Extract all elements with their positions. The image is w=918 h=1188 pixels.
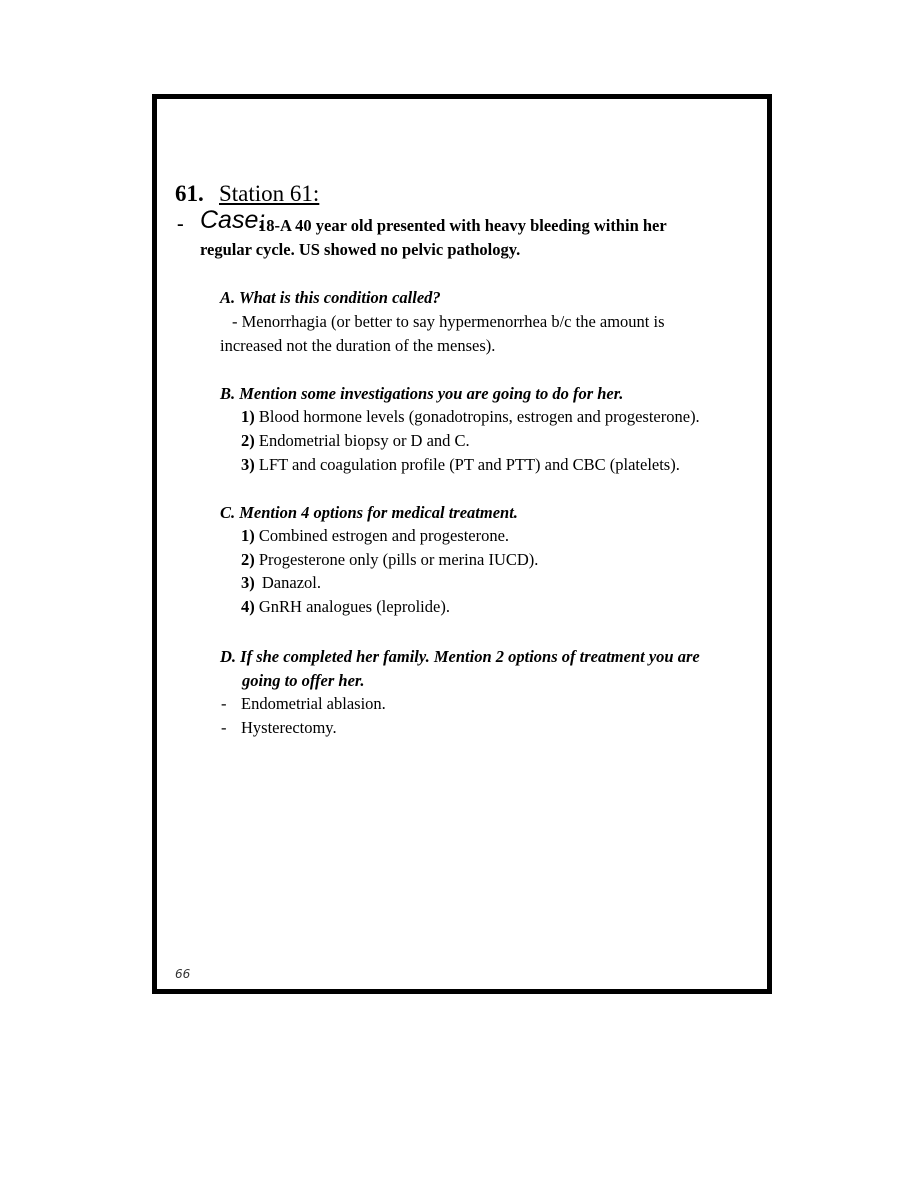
- list-item-text: Progesterone only (pills or merina IUCD).: [258, 550, 539, 569]
- list-item: [241, 597, 450, 617]
- list-item-number: 1): [241, 407, 255, 426]
- list-item-number: 2): [241, 431, 255, 450]
- list-item: [241, 431, 470, 451]
- page-number: 66: [175, 967, 191, 981]
- list-item: [241, 526, 509, 546]
- question-b: B. Mention some investigations you are going to do for her.: [220, 384, 624, 403]
- station-title: Station 61:: [219, 181, 320, 206]
- case-dash: -: [177, 213, 184, 235]
- case-label: Case:: [200, 206, 266, 234]
- list-item: [241, 455, 680, 475]
- list-item-number: 1): [241, 526, 255, 545]
- list-item-number: 3): [241, 573, 255, 592]
- list-item-text: Endometrial ablasion.: [241, 694, 386, 713]
- list-item: [241, 573, 321, 593]
- list-item-number: 4): [241, 597, 255, 616]
- case-text-line-2: regular cycle. US showed no pelvic pathology.: [200, 240, 521, 259]
- case-text-line-1: 18-A 40 year old presented with heavy bleeding within her: [258, 216, 667, 235]
- answer-a-line-2: increased not the duration of the menses).: [220, 336, 496, 355]
- list-item-number: 2): [241, 550, 255, 569]
- list-item-number: 3): [241, 455, 255, 474]
- list-item-text: Combined estrogen and progesterone.: [258, 526, 510, 545]
- list-item: [241, 550, 538, 570]
- list-item-dash: -: [221, 718, 227, 737]
- list-item-text: Endometrial biopsy or D and C.: [258, 431, 470, 450]
- page-frame: [152, 94, 772, 994]
- list-item: [241, 407, 700, 427]
- answer-a-line-1: - Menorrhagia (or better to say hypermenorrhea b/c the amount is: [232, 312, 665, 331]
- list-item-text: Blood hormone levels (gonadotropins, estrogen and progesterone).: [258, 407, 700, 426]
- question-d-line-2: going to offer her.: [242, 671, 365, 690]
- question-c: C. Mention 4 options for medical treatment.: [220, 503, 518, 522]
- list-item: [221, 694, 386, 714]
- question-d-line-1: D. If she completed her family. Mention 2 options of treatment you are: [220, 647, 700, 666]
- list-item-dash: -: [221, 694, 227, 713]
- list-item: [221, 718, 337, 738]
- list-item-text: Hysterectomy.: [241, 718, 337, 737]
- question-number: 61.: [175, 181, 204, 206]
- list-item-text: Danazol.: [261, 573, 321, 592]
- question-a: A. What is this condition called?: [220, 288, 441, 307]
- list-item-text: GnRH analogues (leprolide).: [258, 597, 450, 616]
- list-item-text: LFT and coagulation profile (PT and PTT) and CBC (platelets).: [258, 455, 680, 474]
